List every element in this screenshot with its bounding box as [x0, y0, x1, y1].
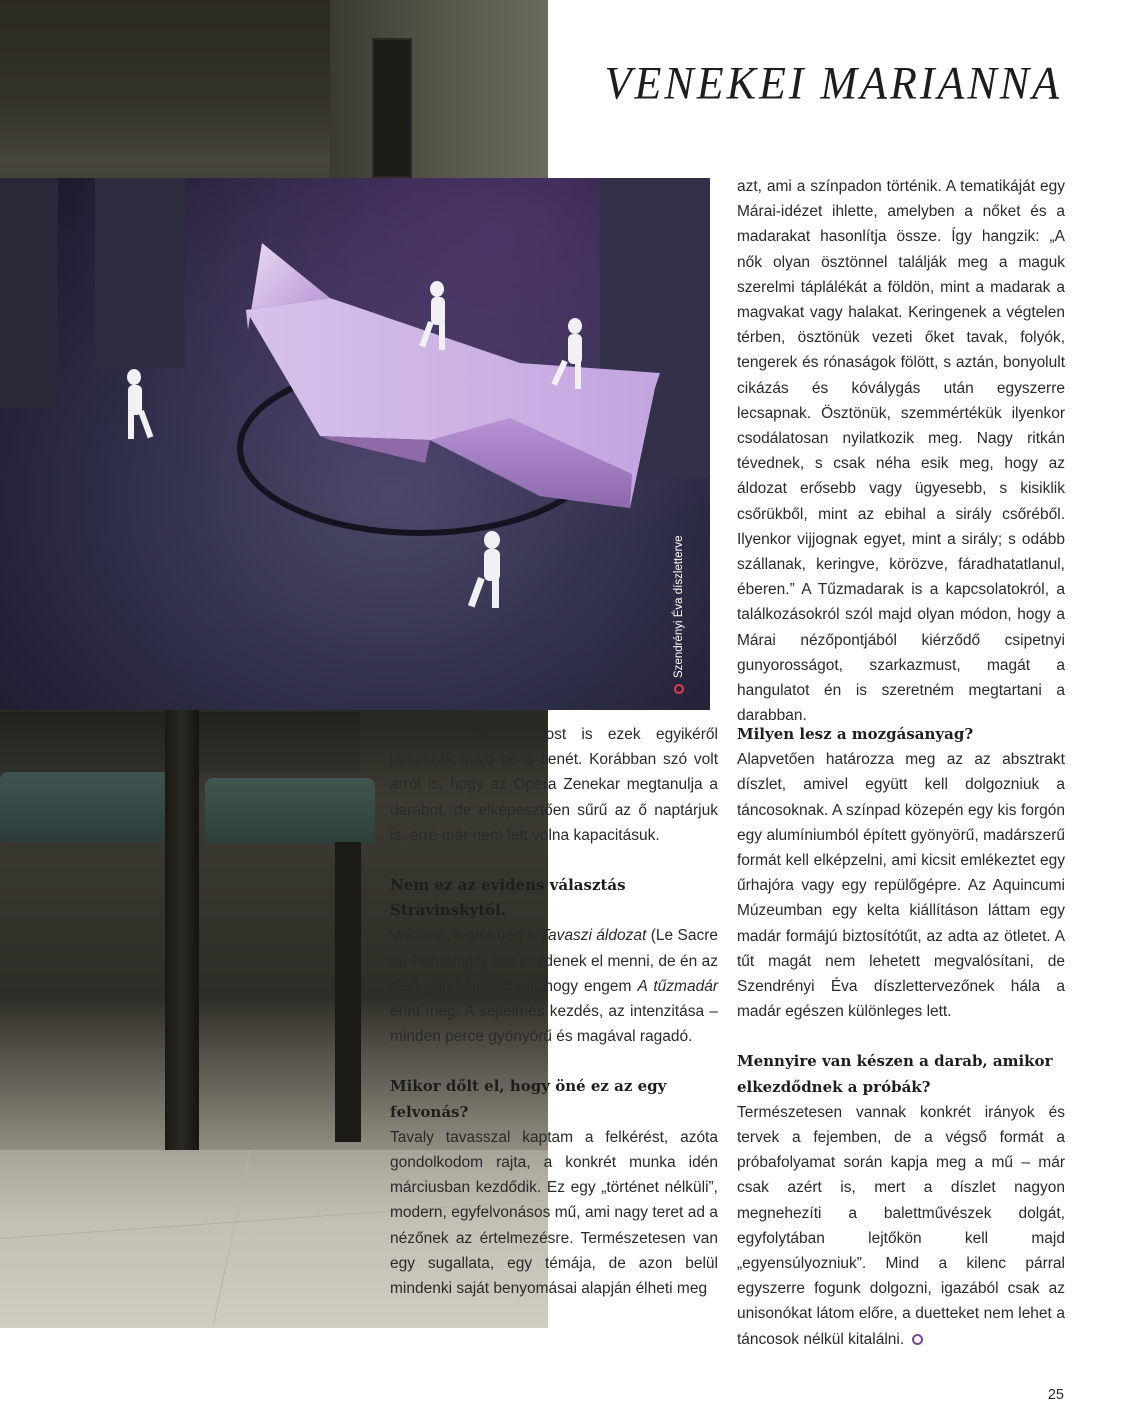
work-title: A tűzmadár: [637, 977, 718, 995]
photo-credit: [673, 535, 685, 694]
photo-picture-frame: [372, 38, 412, 178]
interview-question: Nem ez az evidens választás Stravinskytól.: [390, 876, 626, 920]
answer-text: Természetesen vannak konkrét irányok és tervek a fejemben, de a végső formát a próbafolyamat során kapja meg a mű – már csak azért is, mert a díszlet nagyon megnehezíti a balettművészek dolgát, egyfolytában lejtőkön kell majd „egyensúlyozniuk”. Mind a kilenc párral egyszerre fogunk dolgozni, igazából csak az unisonókat látom előre, a duetteket nem lehet a táncosok nélkül kitalálni.: [737, 1103, 1065, 1348]
end-mark-icon: [912, 1334, 923, 1345]
interview-question: Milyen lesz a mozgásanyag?: [737, 725, 974, 743]
photo-chair-seat: [205, 778, 375, 844]
author-name: VENEKEI MARIANNA: [604, 57, 1062, 110]
article-column-right-bottom: [737, 722, 1065, 1352]
work-title: Tavaszi áldozat: [539, 927, 647, 945]
interview-answer: Tavaly tavasszal kaptam a felkérést, azóta gondolkodom rajta, a konkrét munka idén márciusban kezdődik. Ez egy „történet nélküli”, modern, egyfelvonásos mű, ami nagy teret ad a nézőnek az értelmezésre. Természetesen van egy sugallata, egy témája, de azon belül mindenki saját benyomásai alapján élheti meg: [390, 1128, 718, 1298]
stage-panel: [0, 178, 58, 408]
interview-answer: [390, 923, 718, 1049]
stage-panel: [95, 178, 185, 368]
stage-model-illustration: [0, 178, 710, 710]
answer-text: (Le Sacre du Printemps) felé kezdenek el menni, de én az első percben tudtam, hogy engem: [390, 927, 718, 995]
photo-chair-seat: [0, 772, 170, 842]
photo-credit-text: Szendrényi Éva díszletterve: [673, 535, 685, 678]
article-paragraph: CD-t vásároltam, most is ezek egyikéről játszszák majd be a zenét. Korábban szó volt arról is, hogy az Opera Zenekar megtanulja a darabot, de elképesztően sűrű az ő naptárjuk is, erre már nem lett volna kapacitásuk.: [390, 726, 718, 844]
answer-text: érint meg. A sejtelmes kezdés, az intenzitása – minden perce gyönyörű és magával ragadó.: [390, 1003, 718, 1046]
photo-wall: [330, 0, 548, 180]
photo-chair-leg: [335, 842, 361, 1142]
interview-question: Mikor dőlt el, hogy öné ez az egy felvonás?: [390, 1077, 667, 1121]
interview-question: Mennyire van készen a darab, amikor elkezdődnek a próbák?: [737, 1052, 1053, 1096]
article-column-middle: [390, 722, 718, 1301]
interview-answer: [737, 1100, 1065, 1352]
interview-answer: Alapvetően határozza meg az az absztrakt díszlet, amivel együtt kell dolgozniuk a táncosoknak. A színpad közepén egy kis forgón egy alumíniumból épített gyönyörű, madárszerű formát kell elképzelni, ami kicsit emlékeztet egy űrhajóra vagy egy repülőgépre. Az Aquincumi Múzeumban egy kelta kiállításon láttam egy madár formájú biztosítótűt, az adta az ötletet. A tűt magát nem lehetett megvalósítani, de Szendrényi Éva díszlettervezőnek hála a madár egészen különleges lett.: [737, 751, 1065, 1021]
stage-model-photo: [0, 178, 710, 710]
credit-ring-icon: [674, 684, 684, 694]
page-number: 25: [1047, 1387, 1064, 1403]
photo-chair-leg: [165, 700, 199, 1220]
article-paragraph: azt, ami a színpadon történik. A tematikáját egy Márai-idézet ihlette, amelyben a nőket és a madarakat hasonlítja össze. Így hangzik: „A nők olyan ösztönnel találják meg a maguk szerelmi táplálékát a földön, mint a madarak a magvakat vagy halakat. Keringenek a végtelen térben, ösztönük vezeti őket tavak, folyók, tengerek és rónaságok fölött, s aztán, bonyolult cikázás és kóválygás után egyszerre lecsapnak. Ösztönük, szemmértékük ilyenkor csodálatosan nyilatkozik meg. Nagy ritkán tévednek, s csak néha esik meg, hogy az áldozat erősebb vagy ügyesebb, s kisiklik csőrükből, mint az ebihal a sirály csőréből. Ilyenkor vijjognak egyet, mint a sirály; s odább szállanak, keringve, körözve, fáradhatatlanul, éberen.” A Tűzmadarak is a kapcsolatokról, a találkozásokról szól majd olyan módon, hogy a Márai nézőpontjából kiérződő csipetnyi gunyorosságot, szarkazmust, magát a hangulatot én is szeretném megtartani a darabban.: [737, 178, 1065, 725]
answer-text: Valóban, legtöbben a: [390, 927, 540, 945]
article-column-right-top: [737, 174, 1065, 728]
